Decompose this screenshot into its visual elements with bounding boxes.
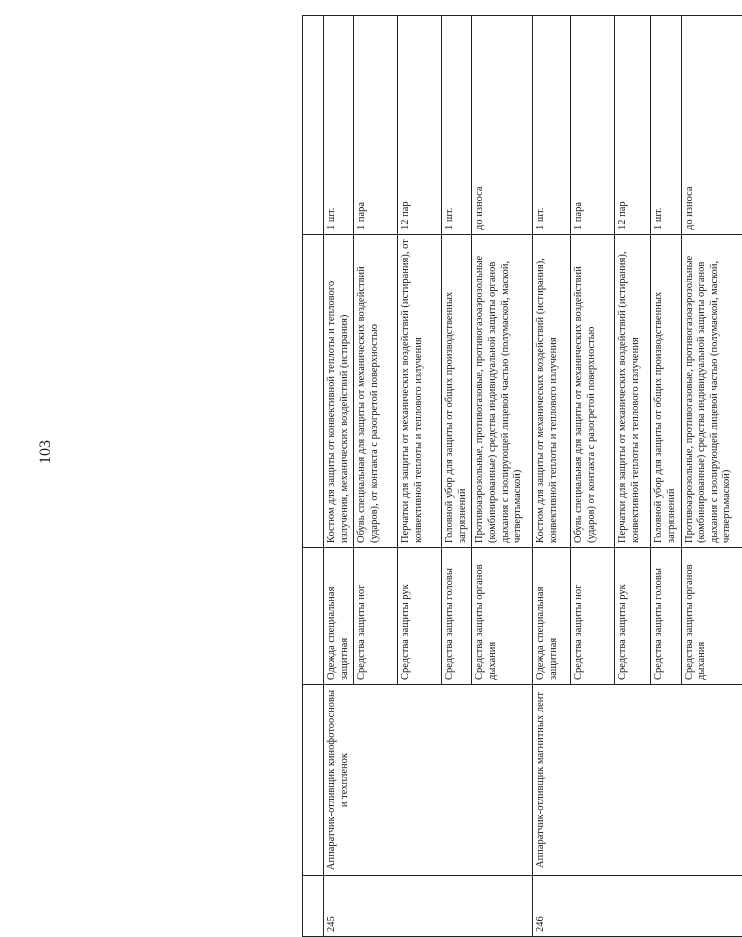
profession-name: Аппаратчик-отливщик магнитных лент: [532, 684, 741, 875]
ppe-quantity: 12 пар: [397, 15, 441, 234]
ppe-table-rotated: [302, 16, 561, 937]
ppe-category: Средства защиты рук: [614, 547, 650, 684]
entry-number: 246: [532, 875, 741, 936]
ppe-quantity: 1 шт.: [441, 15, 471, 234]
ppe-quantity: 1 пара: [353, 15, 397, 234]
ppe-quantity: 1 пара: [570, 15, 614, 234]
table-top-row: [302, 15, 323, 936]
cell-empty: [302, 547, 323, 684]
ppe-category: Средства защиты органов дыхания: [471, 547, 532, 684]
ppe-quantity: 1 шт.: [650, 15, 680, 234]
page-number: 103: [36, 432, 56, 472]
ppe-category: Средства защиты головы: [441, 547, 471, 684]
profession-name: Аппаратчик-отливщик кинофотоосновы и техпленок: [323, 684, 532, 875]
cell-empty: [302, 15, 323, 234]
ppe-category: Одежда специальная защитная: [532, 547, 570, 684]
cell-empty: [302, 875, 323, 936]
ppe-description: Головной убор для защиты от общих производственных загрязнений: [441, 234, 471, 547]
ppe-table: [302, 15, 742, 937]
ppe-category: Одежда специальная защитная: [323, 547, 353, 684]
ppe-quantity: 1 шт.: [532, 15, 570, 234]
ppe-description: Костюм для защиты от конвективной теплоты и теплового излучения, механических воздействий (истирания): [323, 234, 353, 547]
cell-empty: [302, 684, 323, 875]
ppe-quantity: до износа: [681, 15, 742, 234]
ppe-quantity: 12 пар: [614, 15, 650, 234]
ppe-description: Обувь специальная для защиты от механических воздействий (ударов) от контакта с разогретой поверхностью: [570, 234, 614, 547]
ppe-description: Обувь специальная для защиты от механических воздействий (ударов), от контакта с разогретой поверхностью: [353, 234, 397, 547]
ppe-category: Средства защиты рук: [397, 547, 441, 684]
ppe-category: Средства защиты ног: [570, 547, 614, 684]
ppe-category: Средства защиты головы: [650, 547, 680, 684]
ppe-category: Средства защиты органов дыхания: [681, 547, 742, 684]
table-row: [323, 15, 353, 936]
entry-number: 245: [323, 875, 532, 936]
ppe-description: Перчатки для защиты от механических воздействий (истирания), от конвективной теплоты и теплового излучения: [397, 234, 441, 547]
ppe-quantity: до износа: [471, 15, 532, 234]
table-row: [532, 15, 570, 936]
ppe-quantity: 1 шт.: [323, 15, 353, 234]
cell-empty: [302, 234, 323, 547]
ppe-description: Костюм для защиты от механических воздействий (истирания), конвективной теплоты и теплового излучения: [532, 234, 570, 547]
ppe-description: Противоаэрозольные, противогазовые, противогазоаэрозольные (комбинированные) средства индивидуальной защиты органов дыхания с изолирующей лицевой частью (полумаской, маской, четвертьмаской): [471, 234, 532, 547]
ppe-description: Перчатки для защиты от механических воздействий (истирания), конвективной теплоты и теплового излучения: [614, 234, 650, 547]
ppe-description: Головной убор для защиты от общих производственных загрязнений: [650, 234, 680, 547]
ppe-category: Средства защиты ног: [353, 547, 397, 684]
ppe-description: Противоаэрозольные, противогазовые, противогазоаэрозольные (комбинированные) средства индивидуальной защиты органов дыхания с изолирующей лицевой частью (полумаской, маской, четвертьмаской): [681, 234, 742, 547]
